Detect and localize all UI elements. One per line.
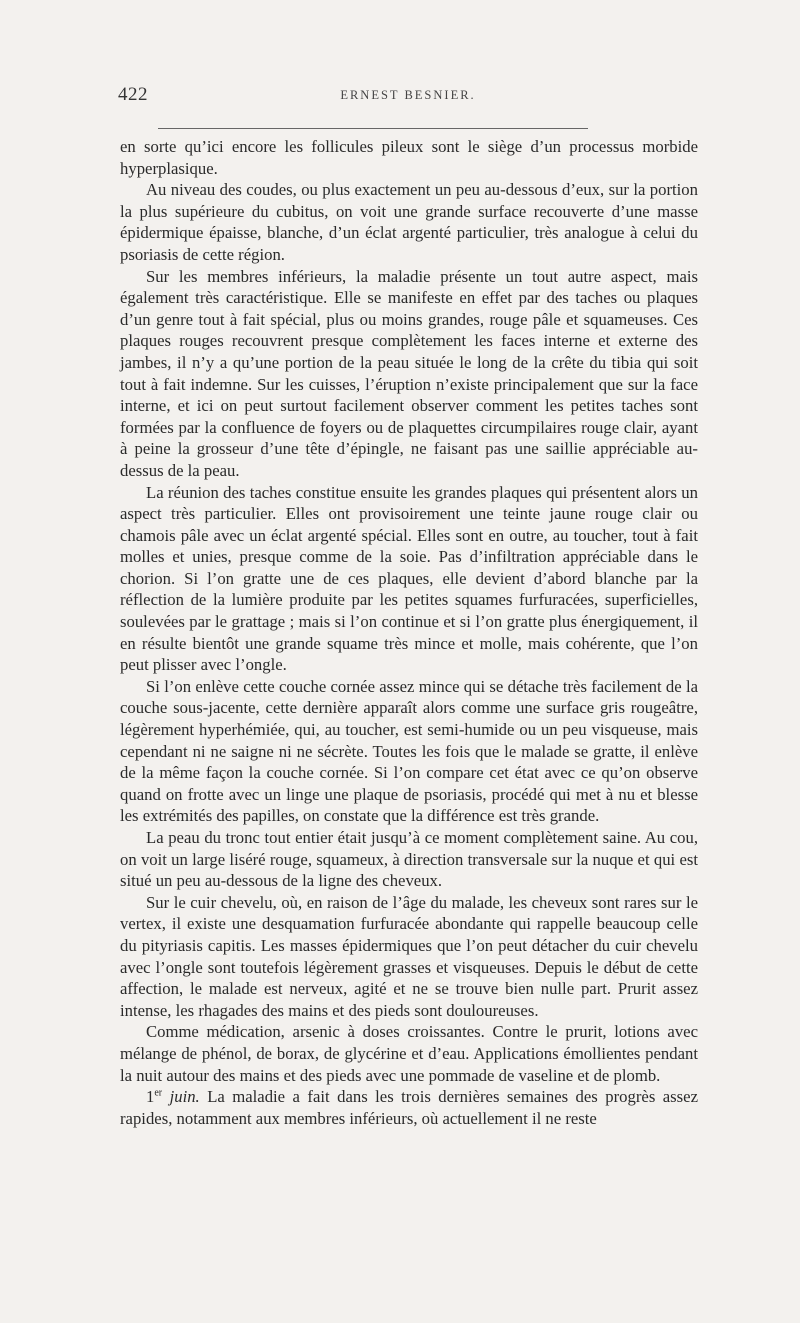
paragraph-text: La maladie a fait dans les trois dernières semaines des progrès assez rapides, notamment aux membres inférieurs, où actuellement il ne reste	[120, 1087, 698, 1128]
paragraph-dated	[120, 1086, 698, 1129]
date-word: juin.	[169, 1087, 200, 1107]
paragraph: Si l’on enlève cette couche cornée assez mince qui se détache très facilement de la couche sous-jacente, cette dernière apparaît alors comme une surface gris rougeâtre, légèrement hyperhémiée, qui, au toucher, est semi-humide ou un peu visqueuse, mais cependant ni ne saigne ni ne sécrète. Toutes les fois que le malade se gratte, il enlève de la même façon la couche cornée. Si l’on compare cet état avec ce qu’on observe quand on frotte avec un linge une plaque de psoriasis, procédé qui met à nu et blesse les extrémités des papilles, on constate que la différence est très grande.	[120, 676, 698, 826]
paragraph: La réunion des taches constitue ensuite les grandes plaques qui présentent alors un aspect très particulier. Elles ont provisoirement une teinte jaune rouge clair ou chamois pâle avec un éclat argenté spécial. Elles sont en outre, au toucher, tout à fait molles et unies, presque comme de la soie. Pas d’infiltration appréciable dans le chorion. Si l’on gratte une de ces plaques, elle devient d’abord blanche par la réflection de la lumière produite par les petites squames furfuracées, superficielles, soulevées par le grattage ; mais si l’on continue et si l’on gratte plus énergiquement, il en résulte bientôt une grande squame très mince et molle, mais cohérente, que l’on peut plisser avec l’ongle.	[120, 482, 698, 675]
paragraph: en sorte qu’ici encore les follicules pileux sont le siège d’un processus morbide hyperplasique.	[120, 137, 698, 178]
running-title: ERNEST BESNIER.	[340, 88, 476, 102]
paragraph: Sur les membres inférieurs, la maladie présente un tout autre aspect, mais également très caractéristique. Elle se manifeste en effet par des taches ou plaques d’un genre tout à fait spécial, plus ou moins grandes, rouge pâle et squameuses. Ces plaques rouges recouvrent presque complètement les faces interne et externe des jambes, il n’y a qu’une portion de la peau située le long de la crête du tibia qui soit tout à fait indemne. Sur les cuisses, l’éruption n’existe principalement que sur la face interne, et ici on peut surtout facilement observer comment les petites taches sont formées par la confluence de foyers ou de plaquettes circumpilaires rouge clair, ayant à peine la grosseur d’une tête d’épingle, ne faisant pas une saillie appréciable au-dessus de la peau.	[120, 266, 698, 480]
page-number: 422	[118, 84, 148, 105]
paragraph: La peau du tronc tout entier était jusqu’à ce moment complètement saine. Au cou, on voit un large liséré rouge, squameux, à direction transversale sur la nuque et qui est situé un peu au-dessous de la ligne des cheveux.	[120, 828, 698, 891]
paragraph: Sur le cuir chevelu, où, en raison de l’âge du malade, les cheveux sont rares sur le vertex, il existe une desquamation furfuracée abondante qui rappelle beaucoup celle du pityriasis capitis. Les masses épidermiques que l’on peut détacher du cuir chevelu avec l’ongle sont toutefois légèrement grasses et visqueuses. Depuis le début de cette affection, le malade est nerveux, agité et ne se trouve bien nulle part. Prurit assez intense, les rhagades des mains et des pieds sont douloureuses.	[120, 892, 698, 1020]
paragraph: Au niveau des coudes, ou plus exactement un peu au-dessous d’eux, sur la portion la plus supérieure du cubitus, on voit une grande surface recouverte d’une masse épidermique épaisse, blanche, d’un éclat argenté particulier, très analogue à celui du psoriasis de cette région.	[120, 180, 698, 264]
paragraph: Comme médication, arsenic à doses croissantes. Contre le prurit, lotions avec mélange de phénol, de borax, de glycérine et d’eau. Applications émollientes pendant la nuit autour des mains et des pieds avec une pommade de vaseline et de plomb.	[120, 1022, 698, 1085]
date-suffix: er	[154, 1087, 163, 1099]
body-text	[120, 136, 698, 1129]
date-number: 1	[146, 1087, 155, 1107]
page-header	[118, 84, 698, 106]
header-rule	[158, 128, 588, 129]
